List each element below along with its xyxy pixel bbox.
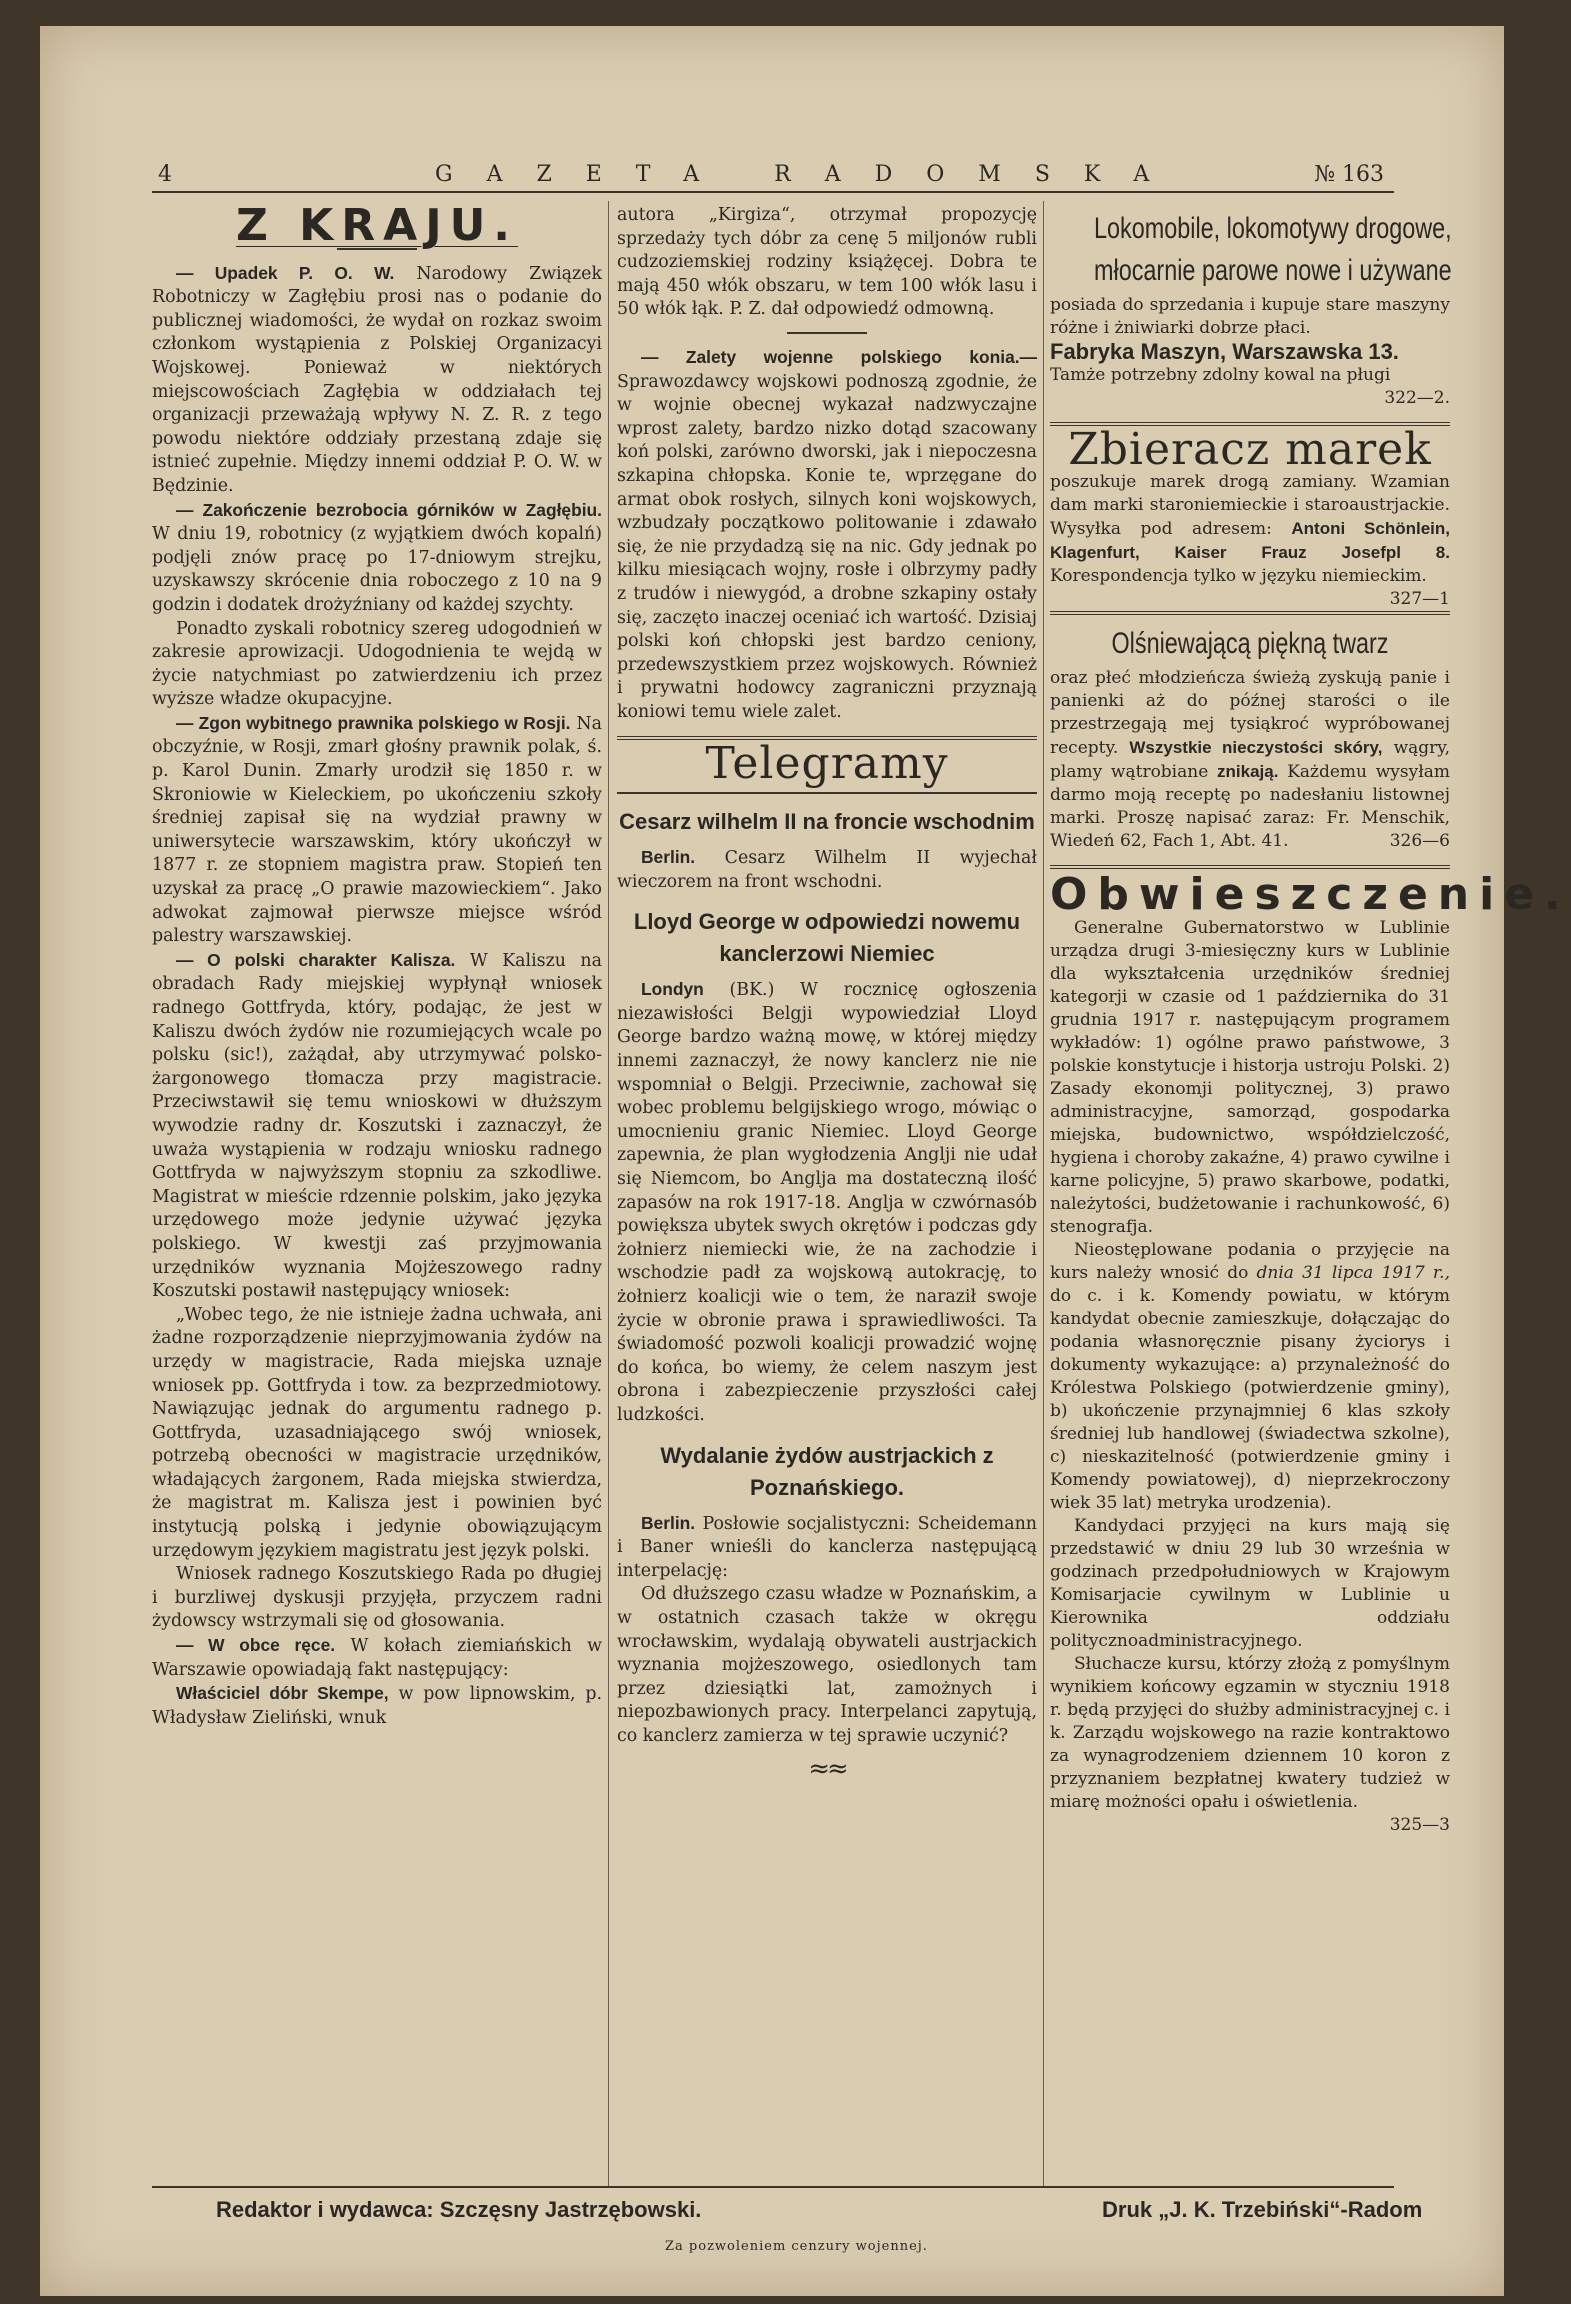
ad-text: poszukuje marek drogą zamiany. Wzamian dam marki staroniemieckie i staroaustrjackie. Wysyłka pod adresem: Antoni Schönlein, Klagenfurt, Kaiser Frauz Josefpl 8. Korespondencja tylko w języku niemieckim. 327—1 bbox=[1050, 472, 1450, 610]
article-obce-rece: — W obce ręce. W kołach ziemiańskich w Warszawie opowiadają fakt następujący: bbox=[152, 1635, 603, 1680]
telegram-headline: Cesarz wilhelm II na froncie wschodnim bbox=[619, 809, 1035, 835]
newspaper-page bbox=[40, 26, 1571, 2296]
header-rule bbox=[152, 191, 1394, 193]
ad-firm: Fabryka Maszyn, Warszawska 13. bbox=[1050, 339, 1399, 364]
telegram-wydalanie: Berlin. Posłowie socjalistyczni: Scheidemann i Baner wnieśli do kanclerza następującą interpelację: bbox=[617, 1512, 1038, 1581]
ad-code: 322—2. bbox=[1384, 387, 1450, 408]
telegram-wilhelm: Berlin. Cesarz Wilhelm II wyjechał wieczorem na front wschodni. bbox=[617, 847, 1037, 892]
section-title: Z KRAJU. bbox=[235, 200, 519, 251]
footer-editor: Redaktor i wydawca: Szczęsny Jastrzębowski. bbox=[216, 2197, 702, 2222]
ad-text: oraz płeć młodzieńcza świeżą zyskują panie i panienki aż do późnej starości o ile przestrzegają mej tysiąkroć wypróbowanej recepty. Wszystkie nieczystości skóry, wągry, plamy wątrobiane znikają. Każdemu wysyłam darmo moją receptę po nadesłaniu listownej marki. Proszę napisać zaraz: Fr. Menschik, Wiedeń 62, Fach 1, Abt. 41. 326—6 bbox=[1050, 668, 1451, 852]
telegrams-title: Telegramy bbox=[705, 738, 949, 790]
issue-number: № 163 bbox=[1314, 162, 1384, 187]
obwieszczenie-paragraph: Nieostęplowane podania o przyjęcie na kurs należy wnosić do dnia 31 lipca 1917 r., do c. i k. Komendy powiatu, w którym kandydat obecnie zamieszkuje, dołączając do podania własnoręcznie pisany życiorys i dokumenty wykazujące: a) przynależność do Królestwa Polskiego (potwierdzenie gminy), b) ukończenie przynajmniej 6 klas szkoły średniej lub handlowej (świadectwa szkolne), c) nieskazitelność (potwierdzenie gminy i Komendy powiatowej), d) nieprzekroczony wiek 35 lat) metryka urodzenia). bbox=[1050, 1239, 1450, 1513]
article-obce-rece-end: autora „Kirgiza“, otrzymał propozycję sprzedaży tych dóbr za cenę 5 miljonów rubli cudzoziemskiej rodziny książęcej. Dobra te mają 450 włók obszaru, w tem 100 włók lasu i 50 włók łąk. P. Z. dał odpowiedź odmowną. bbox=[617, 205, 1037, 320]
article-obce-rece-cd: Właściciel dóbr Skempe, w pow lipnowskim, p. Władysław Zieliński, wnuk bbox=[152, 1683, 602, 1728]
divider bbox=[1050, 611, 1450, 615]
newspaper-title: GAZETA RADOMSKA bbox=[435, 162, 1184, 187]
footer-printer: Druk „J. K. Trzebiński“-Radom bbox=[1102, 2197, 1423, 2222]
article-bezrobocie: — Zakończenie bezrobocia górników w Zagłębiu. W dniu 19, robotnicy (z wyjątkiem dwóch kopalń) podjęli znów pracę po 17-dniowym strejku, uzyskawszy skrócenie dnia roboczego z 10 na 9 godzin i dodatek drożyźniany od każdej szychty. bbox=[152, 499, 602, 615]
ad-title: Zbieracz marek bbox=[1068, 423, 1432, 475]
divider bbox=[787, 332, 867, 334]
ad-title: Obwieszczenie. bbox=[1050, 869, 1571, 921]
article-kalisz-quote: „Wobec tego, że nie istnieje żadna uchwała, ani żadne rozporządzenie nieprzyjmowania żydów na urzędy w magistracie, Rada miejska uznaje wniosek pp. Gottfryda i tow. za bezprzedmiotowy. Nawiązując jednak do argumentu radnego p. Gottfryda, uzasadniającego swój wniosek, potrzebą obecności w magistracie urzędników, władających żargonem, Rada miejska stwierdza, że magistrat m. Kalisza jest i powinien być instytucją polską i jedynie obowiązującym urzędowym językiem magistratu jest język polski. bbox=[152, 1304, 602, 1561]
column-ads bbox=[1050, 204, 1571, 1837]
column-divider bbox=[608, 201, 609, 2186]
obwieszczenie-paragraph: Słuchacze kursu, którzy złożą z pomyślnym wynikiem końcowy egzamin w styczniu 1918 r. będą przyjęci do służby administracyjnej c. i k. Zarządu wojskowego na razie kontraktowo za wynagrodzeniem dziennem 10 koron z przyznaniem bezpłatnej kwatery tudzież w miarę możności opału i oświetlenia. bbox=[1050, 1653, 1450, 1812]
divider bbox=[617, 792, 1037, 794]
article-upadek-pow: — Upadek P. O. W. Narodowy Związek Robotniczy w Zagłębiu prosi nas o podanie do publicznej wiadomości, że wydał on rozkaz swoim członkom wystąpienia z Polskiej Organizacyi Wojskowej. Ponieważ w niektórych miejscowościach Zagłębia w oddziałach tej organizacji przeważają wpływy N. Z. R. z tego powodu niektóre oddziały przestaną zdaje się istnieć zupełnie. Między innemi oddział P. O. W. w Będzinie. bbox=[152, 262, 603, 496]
article-zalety-konia: — Zalety wojenne polskiego konia.— Sprawozdawcy wojskowi podnoszą zgodnie, że w wojnie obecnej wykazał nadzwyczajne wprost zalety, bardzo nizko dotąd szacowany koń polski, zarówno dworski, jak i niepoczesna szkapina chłopska. Konie te, wprzęgane do armat obok rosłych, silnych koni wojskowych, wzbudzały początkowo politowanie i zdawało się, że nie przydadzą się na nic. Gdy jednak po kilku miesiącach wojny, rosłe i olbrzymy padły z trudów i niewygód, a drobne szkapiny ostały się, zaczęto inaczej oceniać ich wartość. Dzisiaj polski koń chłopski jest bardzo ceniony, przedewszystkiem przez wojskowych. Również i prywatni hodowcy zagraniczni przyznają koniowi temu wiele zalet. bbox=[617, 346, 1037, 722]
ad-text: posiada do sprzedania i kupuje stare maszyny różne i żniwiarki dobrze płaci. bbox=[1050, 295, 1450, 338]
article-zgon-prawnika: — Zgon wybitnego prawnika polskiego w Rosji. Na obczyźnie, w Rosji, zmarł głośny prawnik polak, ś. p. Karol Dunin. Zmarły urodził się 1850 r. w Skroniowie w Kieleckiem, po ukończeniu szkoły średniej zapisał się na wydział prawny w uniwersytecie warszawskim, który ukończył w 1877 r. ze stopniem magistra praw. Stopień ten uzyskał za pracę „O prawie mazowieckiem“. Jako adwokat zajmował pierwsze miejsce wśród palestry warszawskiej. bbox=[152, 712, 603, 947]
page-number: 4 bbox=[158, 162, 172, 187]
ad-title: Olśniewającą piękną twarz bbox=[1111, 627, 1389, 661]
telegram-wydalanie-quote: Od dłuższego czasu władze w Poznańskim, a w ostatnich czasach także w okręgu wrocławskim, wydalają obywateli austrjackich wyznania mojżeszowego, osiedlonych tam przez dziesiątki lat, zamożnych i niepozbawionych pracy. Interpelanci zapytują, co kanclerz zamierza w tej sprawie uczynić? bbox=[617, 1584, 1037, 1746]
column-z-kraju bbox=[152, 200, 603, 1730]
footer-censor: Za pozwoleniem cenzury wojennej. bbox=[665, 2239, 928, 2254]
obwieszczenie-paragraph: Kandydaci przyjęci na kurs mają się przedstawić w dniu 29 lub 30 września w godzinach przedpołudniowych w Krajowym Komisarjacie cywilnym w Lublinie u Kierownika oddziału politycznoadministracyjnego. bbox=[1050, 1515, 1450, 1651]
ad-title: młocarnie parowe nowe i używane bbox=[1094, 254, 1452, 287]
column-middle bbox=[617, 204, 1038, 1785]
telegram-headline: Lloyd George w odpowiedzi nowemu kanclerzowi Niemiec bbox=[633, 909, 1021, 967]
ad-title: Lokomobile, lokomotywy drogowe, bbox=[1094, 212, 1452, 245]
ad-text: Tamże potrzebny zdolny kowal na pługi bbox=[1050, 364, 1391, 385]
article-bezrobocie-cd: Ponadto zyskali robotnicy szereg udogodnień w zakresie aprowizacji. Udogodnienia te wejdą w życie natychmiast po zatwierdzeniu ich przez wyższe władze okupacyjne. bbox=[152, 618, 602, 710]
telegram-lloyd-george: Londyn (BK.) W rocznicę ogłoszenia niezawisłości Belgji wypowiedział Lloyd George bardzo ważną mowę, w której między innemi zaznaczył, że nowy kanclerz nie nie wspomniał o Belgji. Przeciwnie, zachował się wobec problemu belgijskiego wrogo, mówiąc o umocnieniu granic Niemiec. Lloyd George zapewnia, że plan wygłodzenia Anglji nie udał się Niemcom, bo Anglja ma dostateczną ilość zapasów na rok 1917-18. Anglja w czwórnasób powiększa ubytek swych okrętów i podczas gdy żołnierz niemiecki wie, że na zachodzie i wschodzie padł za wojskową autokrację, to żołnierz koalicji wie o tem, że naraził swoje życie w obronie prawa i sprawiedliwości. Ta świadomość pozwoli koalicji prowadzić wojnę do końca, bo wiemy, że celem naszym jest obrona i zabezpieczenie przyszłości całej ludzkości. bbox=[617, 979, 1038, 1425]
article-kalisz-result: Wniosek radnego Koszutskiego Rada po długiej i burzliwej dyskusji przyjęła, przyczem radni żydowscy wstrzymali się od głosowania. bbox=[152, 1564, 602, 1632]
footer-rule bbox=[152, 2186, 1394, 2188]
ad-code: 325—3 bbox=[1389, 1814, 1450, 1835]
article-kalisz: — O polski charakter Kalisza. W Kaliszu na obradach Rady miejskiej wypłynął wniosek radnego Gottfryda, który, podając, że jest w Kaliszu dwóch żydów nie rozumiejących wcale po polsku (sic!), zażądał, aby utrzymywać polsko-żargonowego tłomacza przy magistracie. Przeciwstawił się temu wnioskowi w dłuższym wywodzie radny dr. Koszutski i zaznaczył, że uważa wystąpienia w rodzaju wniosku radnego Gottfryda w najwyższym stopniu za szkodliwe. Magistrat w mieście rdzennie polskim, jako języka urzędowego może jedynie używać języka polskiego. W kwestji zaś przyjmowania urzędników wyznania Mojżeszowego radny Koszutski postawił następujący wniosek: bbox=[152, 949, 603, 1302]
ornament: ≈≈ bbox=[808, 1754, 846, 1785]
obwieszczenie-paragraph: Generalne Gubernatorstwo w Lublinie urządza drugi 3-miesięczny kurs w Lublinie dla wykształcenia urzędników średniej kategorji w czasie od 1 października do 31 grudnia 1917 r. następującym programem wykładów: 1) ogólne prawo państwowe, 3 polskie konstytucje i historja ustroju Polski. 2) Zasady ekonomji politycznej, 3) prawo administracyjne, samorząd, gospodarka miejska, budownictwo, współdzielczość, hygiena i choroby zakaźne, 4) prawo cywilne i karne policyjne, 5) prawo skarbowe, podatki, należytości, budżetowanie i rachunkowość, 6) stenografja. bbox=[1050, 917, 1450, 1237]
telegram-headline: Wydalanie żydów austrjackich z Poznańskiego. bbox=[660, 1442, 994, 1500]
column-divider bbox=[1043, 201, 1044, 2186]
